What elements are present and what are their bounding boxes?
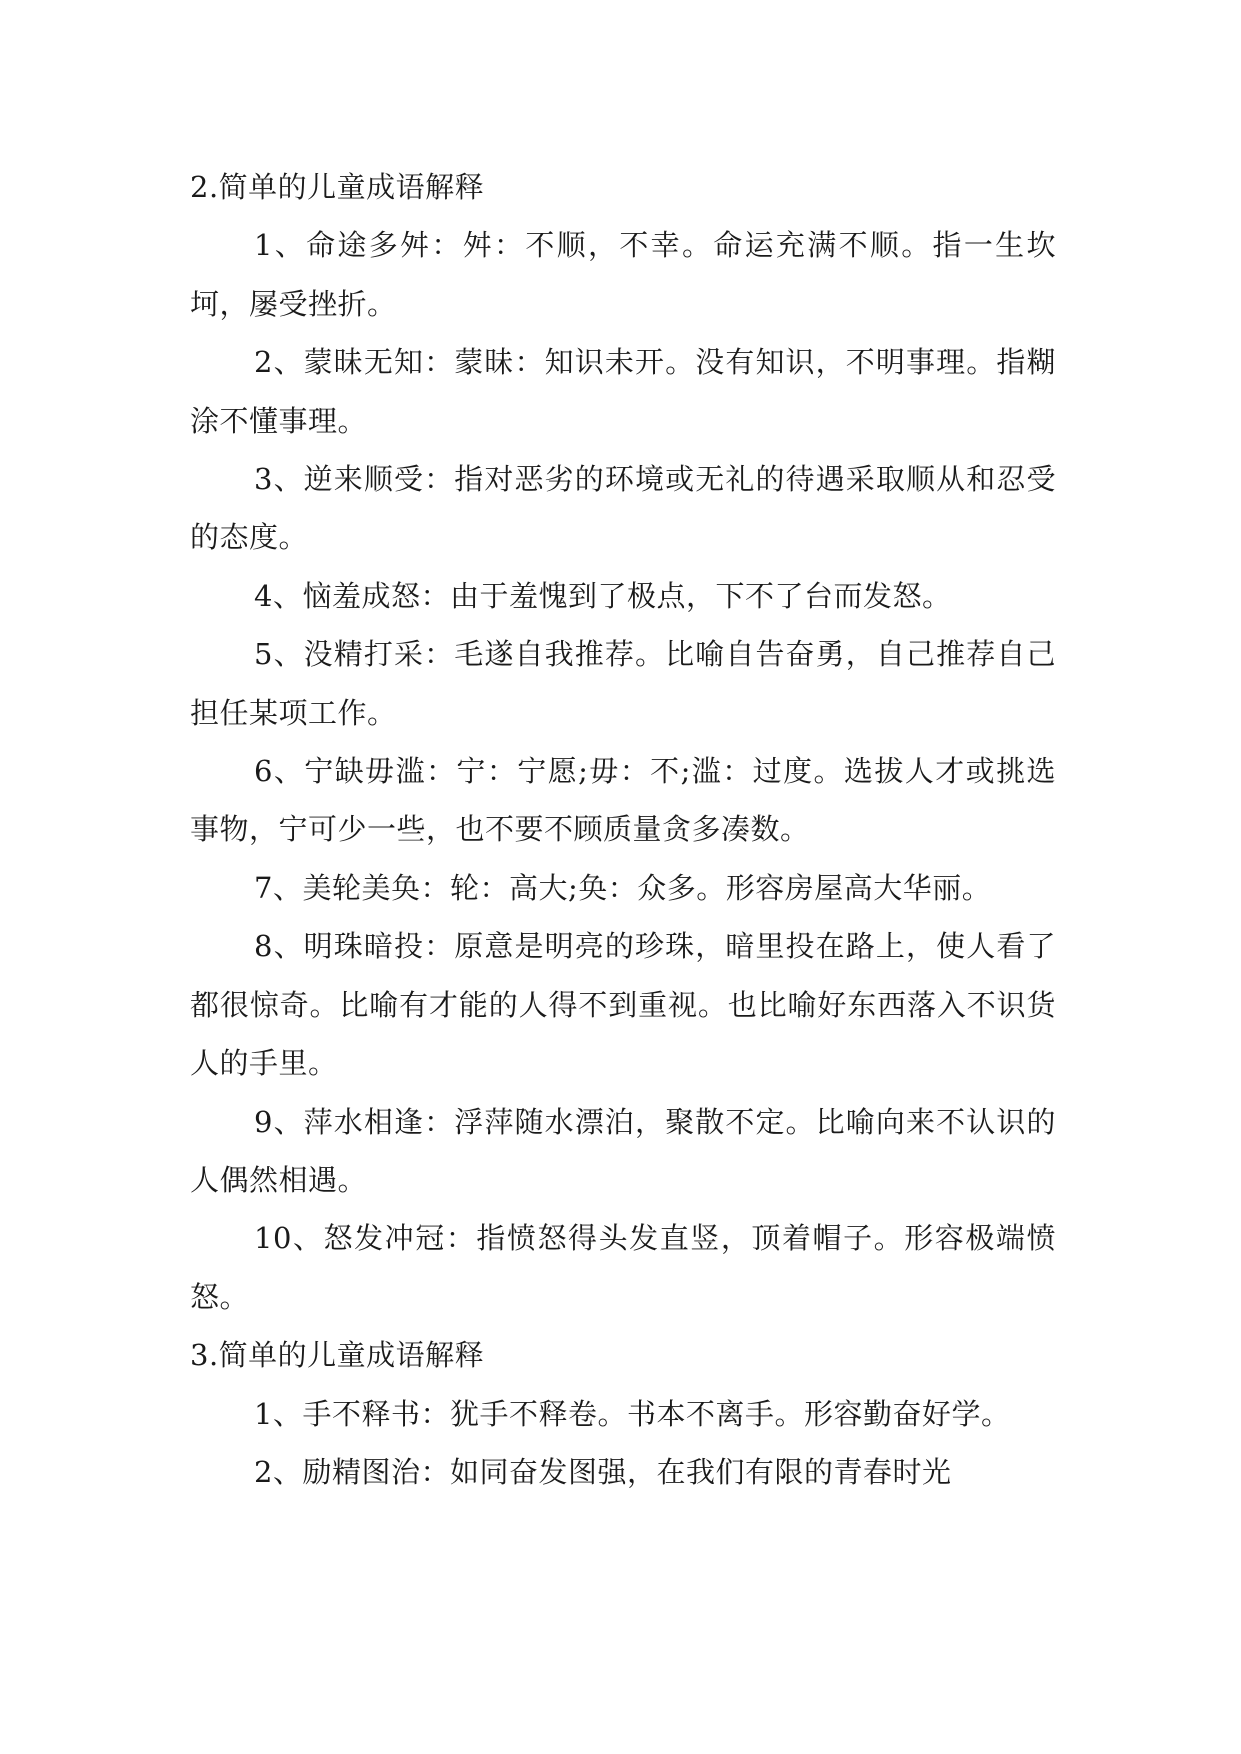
idiom-item: 5、没精打采：毛遂自我推荐。比喻自告奋勇，自己推荐自己担任某项工作。: [190, 637, 1056, 730]
idiom-item: 1、命途多舛：舛：不顺，不幸。命运充满不顺。指一生坎坷，屡受挫折。: [190, 228, 1056, 321]
idiom-item: 9、萍水相逢：浮萍随水漂泊，聚散不定。比喻向来不认识的人偶然相遇。: [190, 1104, 1056, 1197]
section-2: [190, 158, 1056, 1326]
idiom-item: 6、宁缺毋滥：宁：宁愿;毋：不;滥：过度。选拔人才或挑选事物，宁可少一些，也不要不顾质量贪多凑数。: [190, 754, 1056, 847]
idiom-item: 7、美轮美奂：轮：高大;奂：众多。形容房屋高大华丽。: [254, 870, 992, 905]
document-page: [190, 158, 1056, 1501]
idiom-item: 4、恼羞成怒：由于羞愧到了极点，下不了台而发怒。: [254, 578, 952, 613]
section-3: [190, 1326, 1056, 1501]
idiom-item: 2、励精图治：如同奋发图强，在我们有限的青春时光: [254, 1454, 952, 1489]
idiom-item: 2、蒙昧无知：蒙昧：知识未开。没有知识，不明事理。指糊涂不懂事理。: [190, 345, 1056, 438]
section-heading: 3.简单的儿童成语解释: [190, 1338, 485, 1373]
idiom-item: 8、明珠暗投：原意是明亮的珍珠，暗里投在路上，使人看了都很惊奇。比喻有才能的人得不到重视。也比喻好东西落入不识货人的手里。: [190, 929, 1056, 1081]
idiom-item: 1、手不释书：犹手不释卷。书本不离手。形容勤奋好学。: [254, 1396, 1011, 1431]
idiom-item: 3、逆来顺受：指对恶劣的环境或无礼的待遇采取顺从和忍受的态度。: [190, 462, 1056, 555]
idiom-item: 10、怒发冲冠：指愤怒得头发直竖，顶着帽子。形容极端愤怒。: [190, 1221, 1056, 1314]
section-heading: 2.简单的儿童成语解释: [190, 170, 485, 204]
